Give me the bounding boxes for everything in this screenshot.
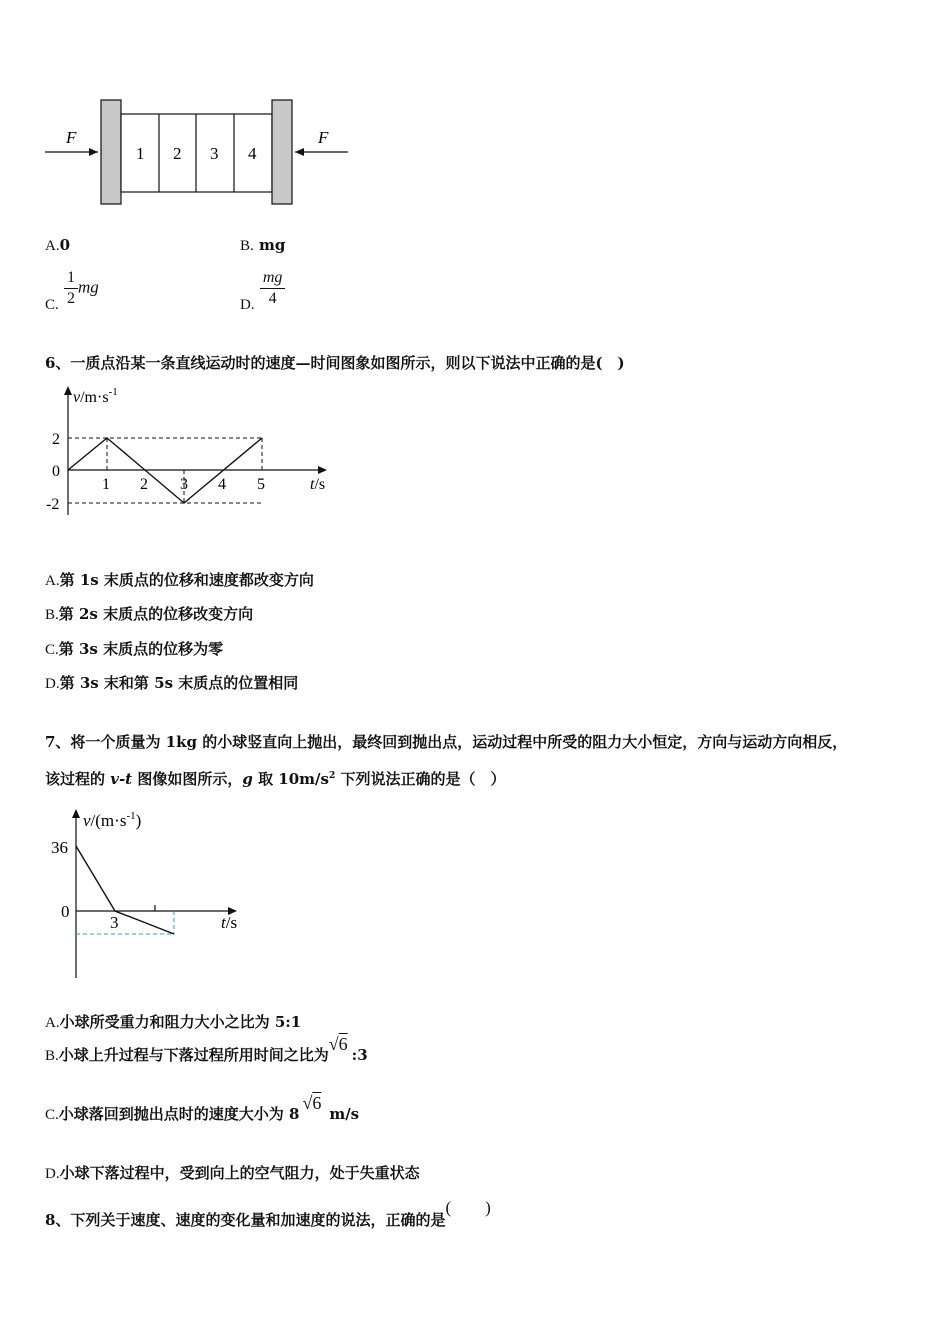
q7-stem-line2: 该过程的 v-t 图像如图所示，g 取 $10m/s^2$ 下列说法正确的是（ ） (45, 770, 506, 788)
q6-ylabel: $v/m\cdot s^{-1}$ (73, 386, 118, 406)
q7-ytick-36: 36 (51, 838, 68, 857)
q6-xtick-1: 1 (102, 476, 110, 493)
q6-xtick-2: 2 (140, 476, 148, 493)
blocks-figure (40, 95, 360, 210)
q6-option-b: B.第 2s 末质点的位移改变方向 (45, 605, 254, 623)
q7-option-d: D.小球下落过程中，受到向上的空气阻力，处于失重状态 (45, 1164, 420, 1182)
q7-option-c: C.小球落回到抛出点时的速度大小为 8√6m/s (45, 1093, 360, 1123)
q6-xtick-4: 4 (218, 476, 226, 493)
q6-ytick-2: 2 (52, 431, 60, 448)
force-label-right: F (318, 128, 329, 147)
q5-option-b: B. mg (240, 236, 286, 254)
block-4-label: 4 (248, 144, 257, 163)
q6-vt-graph (40, 380, 340, 530)
block-2-label: 2 (173, 144, 182, 163)
q6-ytick-neg2: -2 (46, 496, 60, 513)
q7-xlabel: t/s (221, 913, 238, 932)
q7-ylabel: $v/(m\cdot s^{-1})$ (83, 810, 142, 830)
q6-xlabel: t/s (310, 476, 326, 493)
q6-option-d: D.第 3s 末和第 5s 末质点的位置相同 (45, 674, 299, 692)
force-label-left: F (66, 128, 77, 147)
q7-ytick-0: 0 (61, 902, 70, 921)
q7-vt-graph (40, 800, 260, 985)
q7-option-a: A.小球所受重力和阻力大小之比为 5:1 (45, 1013, 302, 1031)
q6-xtick-5: 5 (257, 476, 265, 493)
q5-option-d: D. $\frac{mg}{4}$ (240, 268, 285, 314)
q6-stem: 6、一质点沿某一条直线运动时的速度—时间图象如图所示，则以下说法中正确的是( ) (45, 354, 625, 372)
block-3-label: 3 (210, 144, 219, 163)
q6-option-a: A.第 1s 末质点的位移和速度都改变方向 (45, 571, 314, 589)
q7-option-b: B.小球上升过程与下落过程所用时间之比为√6:3 (45, 1034, 368, 1064)
q8-answer-paren: ( ) (445, 1198, 491, 1217)
q5-option-a: A.0 (45, 236, 71, 254)
q6-ytick-0: 0 (52, 463, 60, 480)
q6-xtick-3: 3 (180, 476, 188, 493)
q5-option-c: C. $\frac{1}{2}$ mg (45, 269, 99, 313)
left-plate (101, 100, 121, 204)
q8-stem: 8、下列关于速度、速度的变化量和加速度的说法，正确的是( ) (45, 1198, 491, 1229)
q6-option-c: C.第 3s 末质点的位移为零 (45, 640, 224, 658)
right-plate (272, 100, 292, 204)
q7-velocity-line (76, 846, 174, 934)
q7-stem-line1: 7、将一个质量为 1kg 的小球竖直向上抛出，最终回到抛出点，运动过程中所受的阻力大小恒定，方向与运动方向相反， (45, 733, 848, 751)
block-1-label: 1 (136, 144, 145, 163)
q7-xtick-3: 3 (110, 913, 119, 932)
